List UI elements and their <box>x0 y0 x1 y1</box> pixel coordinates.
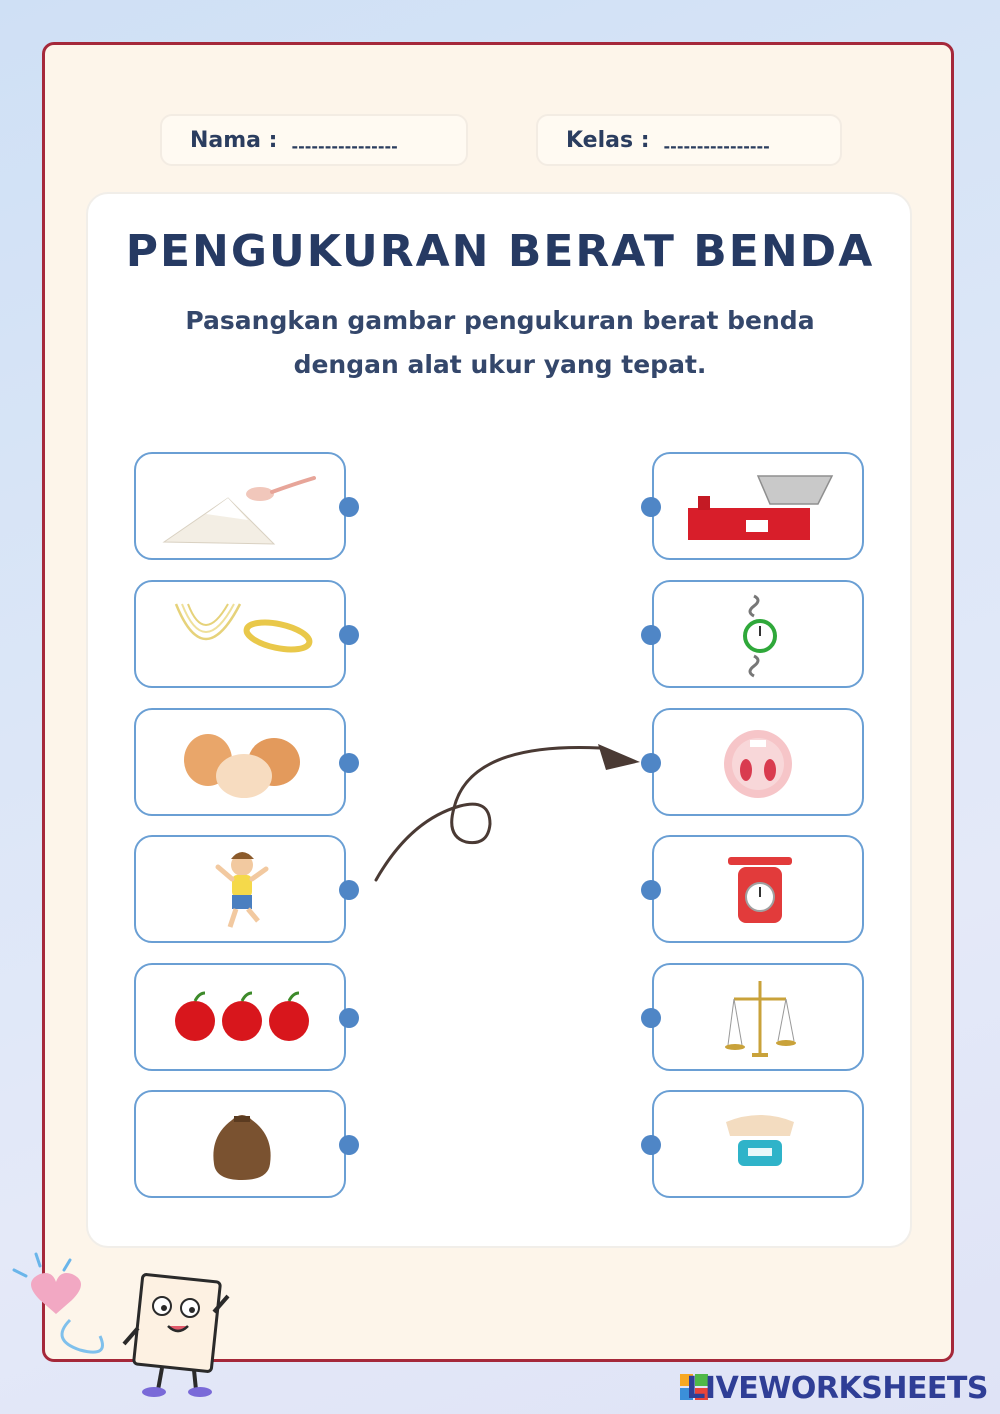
right-dot-2[interactable] <box>641 625 661 645</box>
left-item-jewelry[interactable] <box>134 580 346 688</box>
right-dot-1[interactable] <box>641 497 661 517</box>
left-item-flour[interactable] <box>134 452 346 560</box>
left-item-sack[interactable] <box>134 1090 346 1198</box>
right-dot-5[interactable] <box>641 1008 661 1028</box>
apples-icon <box>136 965 348 1073</box>
kelas-label: Kelas : <box>566 127 650 153</box>
right-item-bathroom-scale[interactable] <box>652 708 864 816</box>
liveworksheets-brand[interactable]: LIVEWORKSHEETS <box>686 1371 988 1406</box>
left-dot-2[interactable] <box>339 625 359 645</box>
right-dot-4[interactable] <box>641 880 661 900</box>
kelas-field[interactable] <box>536 114 842 166</box>
spring-scale-icon <box>654 582 866 690</box>
right-dot-3[interactable] <box>641 753 661 773</box>
kitchen-scale-icon <box>654 837 866 945</box>
kelas-blank[interactable]: ---------------- <box>663 136 770 156</box>
instruction-line-1: Pasangkan gambar pengukuran berat benda <box>185 306 815 335</box>
right-item-market-scale[interactable] <box>652 452 864 560</box>
nama-label: Nama : <box>190 127 278 153</box>
bathroom-scale-icon <box>654 710 866 818</box>
right-item-balance-scale[interactable] <box>652 963 864 1071</box>
right-item-kitchen-scale[interactable] <box>652 835 864 943</box>
digital-scale-icon <box>654 1092 866 1200</box>
balance-scale-icon <box>654 965 866 1073</box>
sack-icon <box>136 1092 348 1200</box>
left-dot-4[interactable] <box>339 880 359 900</box>
market-scale-icon <box>654 454 866 562</box>
right-item-spring-scale[interactable] <box>652 580 864 688</box>
left-item-child[interactable] <box>134 835 346 943</box>
flour-spoon-icon <box>136 454 348 562</box>
notebook-mascot-icon <box>0 1240 260 1414</box>
left-dot-6[interactable] <box>339 1135 359 1155</box>
left-dot-5[interactable] <box>339 1008 359 1028</box>
gold-jewelry-icon <box>136 582 348 690</box>
instruction-line-2: dengan alat ukur yang tepat. <box>293 350 707 379</box>
nama-field[interactable] <box>160 114 468 166</box>
right-dot-6[interactable] <box>641 1135 661 1155</box>
left-dot-1[interactable] <box>339 497 359 517</box>
worksheet-title: PENGUKURAN BERAT BENDA <box>125 226 875 277</box>
nama-blank[interactable]: ---------------- <box>291 136 398 156</box>
left-item-apples[interactable] <box>134 963 346 1071</box>
child-icon <box>136 837 348 945</box>
left-dot-3[interactable] <box>339 753 359 773</box>
left-item-eggs[interactable] <box>134 708 346 816</box>
right-item-digital-scale[interactable] <box>652 1090 864 1198</box>
eggs-icon <box>136 710 348 818</box>
